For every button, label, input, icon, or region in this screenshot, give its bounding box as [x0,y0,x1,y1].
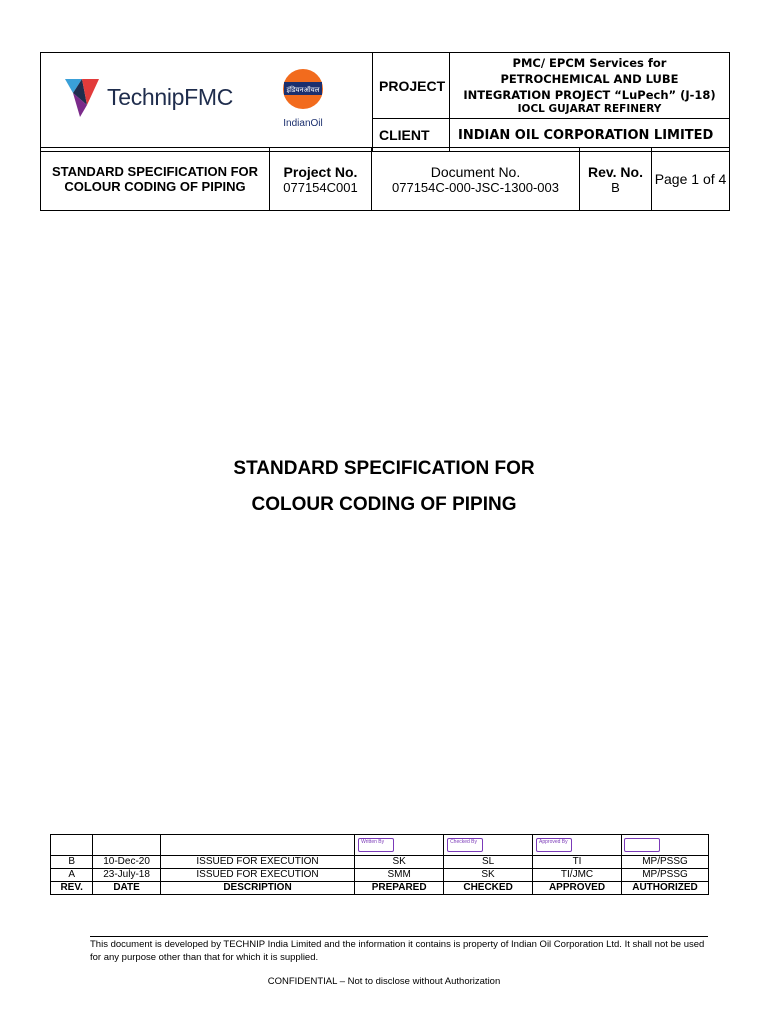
spec-title-line-1: STANDARD SPECIFICATION FOR [51,164,259,179]
rev-header: REV. [51,882,93,895]
description-cell: ISSUED FOR EXECUTION [160,856,354,869]
authorized-cell: MP/PSSG [622,869,709,882]
logo-cell [41,53,373,152]
header-table [40,52,730,152]
date-cell: 23-July-18 [93,869,161,882]
approved-cell: TI/JMC [533,869,622,882]
description-header: DESCRIPTION [160,882,354,895]
authorized-cell: MP/PSSG [622,856,709,869]
document-no-value: 077154C-000-JSC-1300-003 [392,179,559,195]
svg-text:इंडियनऑयल: इंडियनऑयल [286,86,320,94]
checked-cell: SK [444,869,533,882]
project-line-3: INTEGRATION PROJECT “LuPech” (J-18) [463,88,716,102]
signature-row [51,835,709,856]
project-no-cell [270,148,372,211]
technipfmc-mark-icon [63,75,101,119]
project-no-value: 077154C001 [283,179,358,195]
signature-approved-by [533,835,622,856]
authorized-header: AUTHORIZED [622,882,709,895]
project-line-2: PETROCHEMICAL AND LUBE [500,72,679,86]
prepared-header: PREPARED [355,882,444,895]
prepared-cell: SMM [355,869,444,882]
date-header: DATE [93,882,161,895]
technipfmc-wordmark: TechnipFMC [107,83,234,110]
revision-header-row [51,882,709,895]
document-title-line-2: COLOUR CODING OF PIPING [251,494,517,515]
client-label: CLIENT [373,119,450,152]
project-value [450,53,730,119]
indianoil-emblem-icon [281,67,325,111]
footer-notice: This document is developed by TECHNIP India Limited and the information it contains is property of Indian Oil Corporation Ltd. It shall not be used for any purpose other than that for which it is supplied. [90,936,708,964]
header-table-row2 [40,147,730,211]
spec-title-line-2: COLOUR CODING OF PIPING [64,179,246,194]
project-label: PROJECT [373,53,450,119]
signature-checked-by [444,835,533,856]
project-line-1: PMC/ EPCM Services for [512,56,667,70]
signature-authorized-by [622,835,709,856]
rev-cell: A [51,869,93,882]
date-cell: 10-Dec-20 [93,856,161,869]
checked-cell: SL [444,856,533,869]
confidential-notice: CONFIDENTIAL – Not to disclose without Authorization [267,976,501,987]
signature-label: Approved By [536,838,572,852]
prepared-cell: SK [355,856,444,869]
document-title-line-1: STANDARD SPECIFICATION FOR [233,458,535,479]
document-no-label: Document No. [430,163,521,180]
rev-no-cell [580,148,652,211]
signature-label: Checked By [447,838,483,852]
technipfmc-logo [63,75,233,119]
page-number: Page 1 of 4 [652,148,730,211]
indianoil-wordmark: IndianOil [283,118,323,129]
checked-header: CHECKED [444,882,533,895]
revision-table [50,834,709,895]
client-value: INDIAN OIL CORPORATION LIMITED [450,119,730,152]
revision-row [51,856,709,869]
approved-header: APPROVED [533,882,622,895]
revision-row [51,869,709,882]
spec-title-cell [41,148,270,211]
description-cell: ISSUED FOR EXECUTION [160,869,354,882]
approved-cell: TI [533,856,622,869]
signature-label [624,838,660,852]
project-no-label: Project No. [283,163,358,180]
indianoil-logo [275,67,331,129]
signature-written-by [355,835,444,856]
rev-no-label: Rev. No. [588,163,643,180]
rev-no-value: B [611,179,620,195]
project-line-4: IOCL GUJARAT REFINERY [517,103,662,115]
signature-label: Written By [358,838,394,852]
rev-cell: B [51,856,93,869]
document-no-cell [372,148,580,211]
